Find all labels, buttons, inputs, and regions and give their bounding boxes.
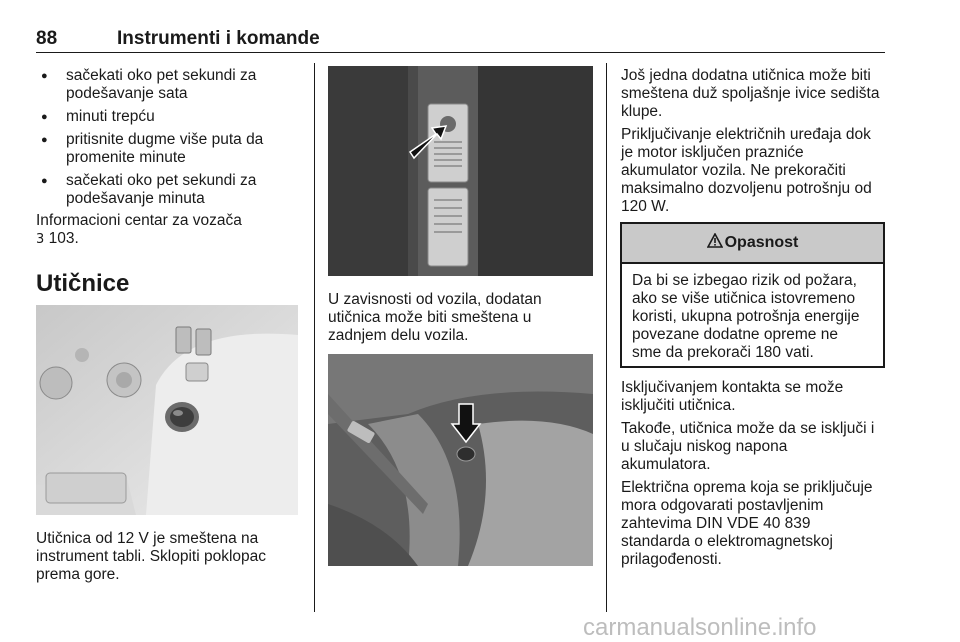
text-line: standarda o elektromagnetskoj — [621, 533, 833, 550]
text-line: klupe. — [621, 103, 663, 120]
text-line: Električna oprema koja se priključuje — [621, 479, 873, 496]
info-center-reference — [36, 212, 242, 249]
caption-line: U zavisnosti od vozila, dodatan — [328, 291, 542, 308]
text-line: je motor isključen prazniće — [621, 144, 804, 161]
caption-line: Utičnica od 12 V je smeštena na — [36, 530, 259, 547]
rear-socket-caption — [328, 291, 542, 345]
dashboard-socket-figure — [36, 305, 298, 515]
warning-body — [622, 264, 883, 370]
warning-triangle-icon — [707, 233, 723, 253]
reference-page: 103. — [48, 230, 79, 247]
section-title: Utičnice — [36, 270, 130, 297]
text-line: Takođe, utičnica može da se isključi i — [621, 420, 875, 437]
text-line: prilagođenosti. — [621, 551, 722, 568]
text-line: Priključivanje električnih uređaja dok — [621, 126, 871, 143]
text-line: mora odgovarati postavljenim — [621, 497, 824, 514]
list-item: ● minuti trepću — [36, 108, 286, 126]
page-number: 88 — [36, 28, 58, 49]
header-rule — [36, 52, 885, 53]
info-line: Informacioni centar za vozača — [36, 212, 242, 229]
text-line: isključiti utičnica. — [621, 397, 736, 414]
list-item: ● pritisnite dugme više puta da promenite minute — [36, 131, 286, 167]
paragraph-emc-standard — [621, 479, 873, 569]
caption-line: instrument tabli. Sklopiti poklopac — [36, 548, 267, 565]
paragraph-power-limit — [621, 126, 872, 216]
text-line: Isključivanjem kontakta se može — [621, 379, 844, 396]
warning-line: koristi, ukupna potrošnja energije — [632, 308, 860, 325]
text-line: maksimalno dozvoljenu potrošnju od — [621, 180, 872, 197]
warning-line: povezane dodatne opreme ne — [632, 326, 838, 343]
caption-line: prema gore. — [36, 566, 120, 583]
column-divider-1 — [314, 63, 315, 612]
text-line: smeštena duž spoljašnje ivice sedišta — [621, 85, 880, 102]
text-line: 120 W. — [621, 198, 670, 215]
rear-socket-figure — [328, 66, 593, 276]
list-item: ● sačekati oko pet sekundi za podešavanje sata — [36, 67, 286, 103]
bullet-list — [36, 67, 286, 213]
seat-socket-figure — [328, 354, 593, 566]
watermark: carmanualsonline.info — [583, 614, 817, 641]
warning-line: ako se više utičnica istovremeno — [632, 290, 856, 307]
caption-line: zadnjem delu vozila. — [328, 327, 469, 344]
column-divider-2 — [606, 63, 607, 612]
text-line: u slučaju niskog napona — [621, 438, 788, 455]
text-line: Još jedna dodatna utičnica može biti — [621, 67, 871, 84]
warning-box — [620, 222, 885, 368]
paragraph-ignition-off — [621, 379, 843, 415]
list-item: ● sačekati oko pet sekundi za podešavanje minuta — [36, 172, 286, 208]
text-line: akumulatora. — [621, 456, 711, 473]
running-header: Instrumenti i komande — [117, 28, 320, 49]
text-line: zahtevima DIN VDE 40 839 — [621, 515, 811, 532]
dashboard-socket-caption — [36, 530, 266, 584]
warning-line: sme da prekorači 180 vati. — [632, 344, 814, 361]
warning-line: Da bi se izbegao rizik od požara, — [632, 272, 857, 289]
text-line: akumulator vozila. Ne prekoračiti — [621, 162, 846, 179]
paragraph-extra-socket — [621, 67, 879, 121]
page-reference[interactable] — [36, 230, 242, 249]
warning-title: Opasnost — [724, 234, 799, 251]
paragraph-low-voltage — [621, 420, 874, 474]
caption-line: utičnica može biti smeštena u — [328, 309, 532, 326]
warning-header — [622, 224, 883, 264]
arrow-reference-icon: 3 — [36, 232, 45, 247]
